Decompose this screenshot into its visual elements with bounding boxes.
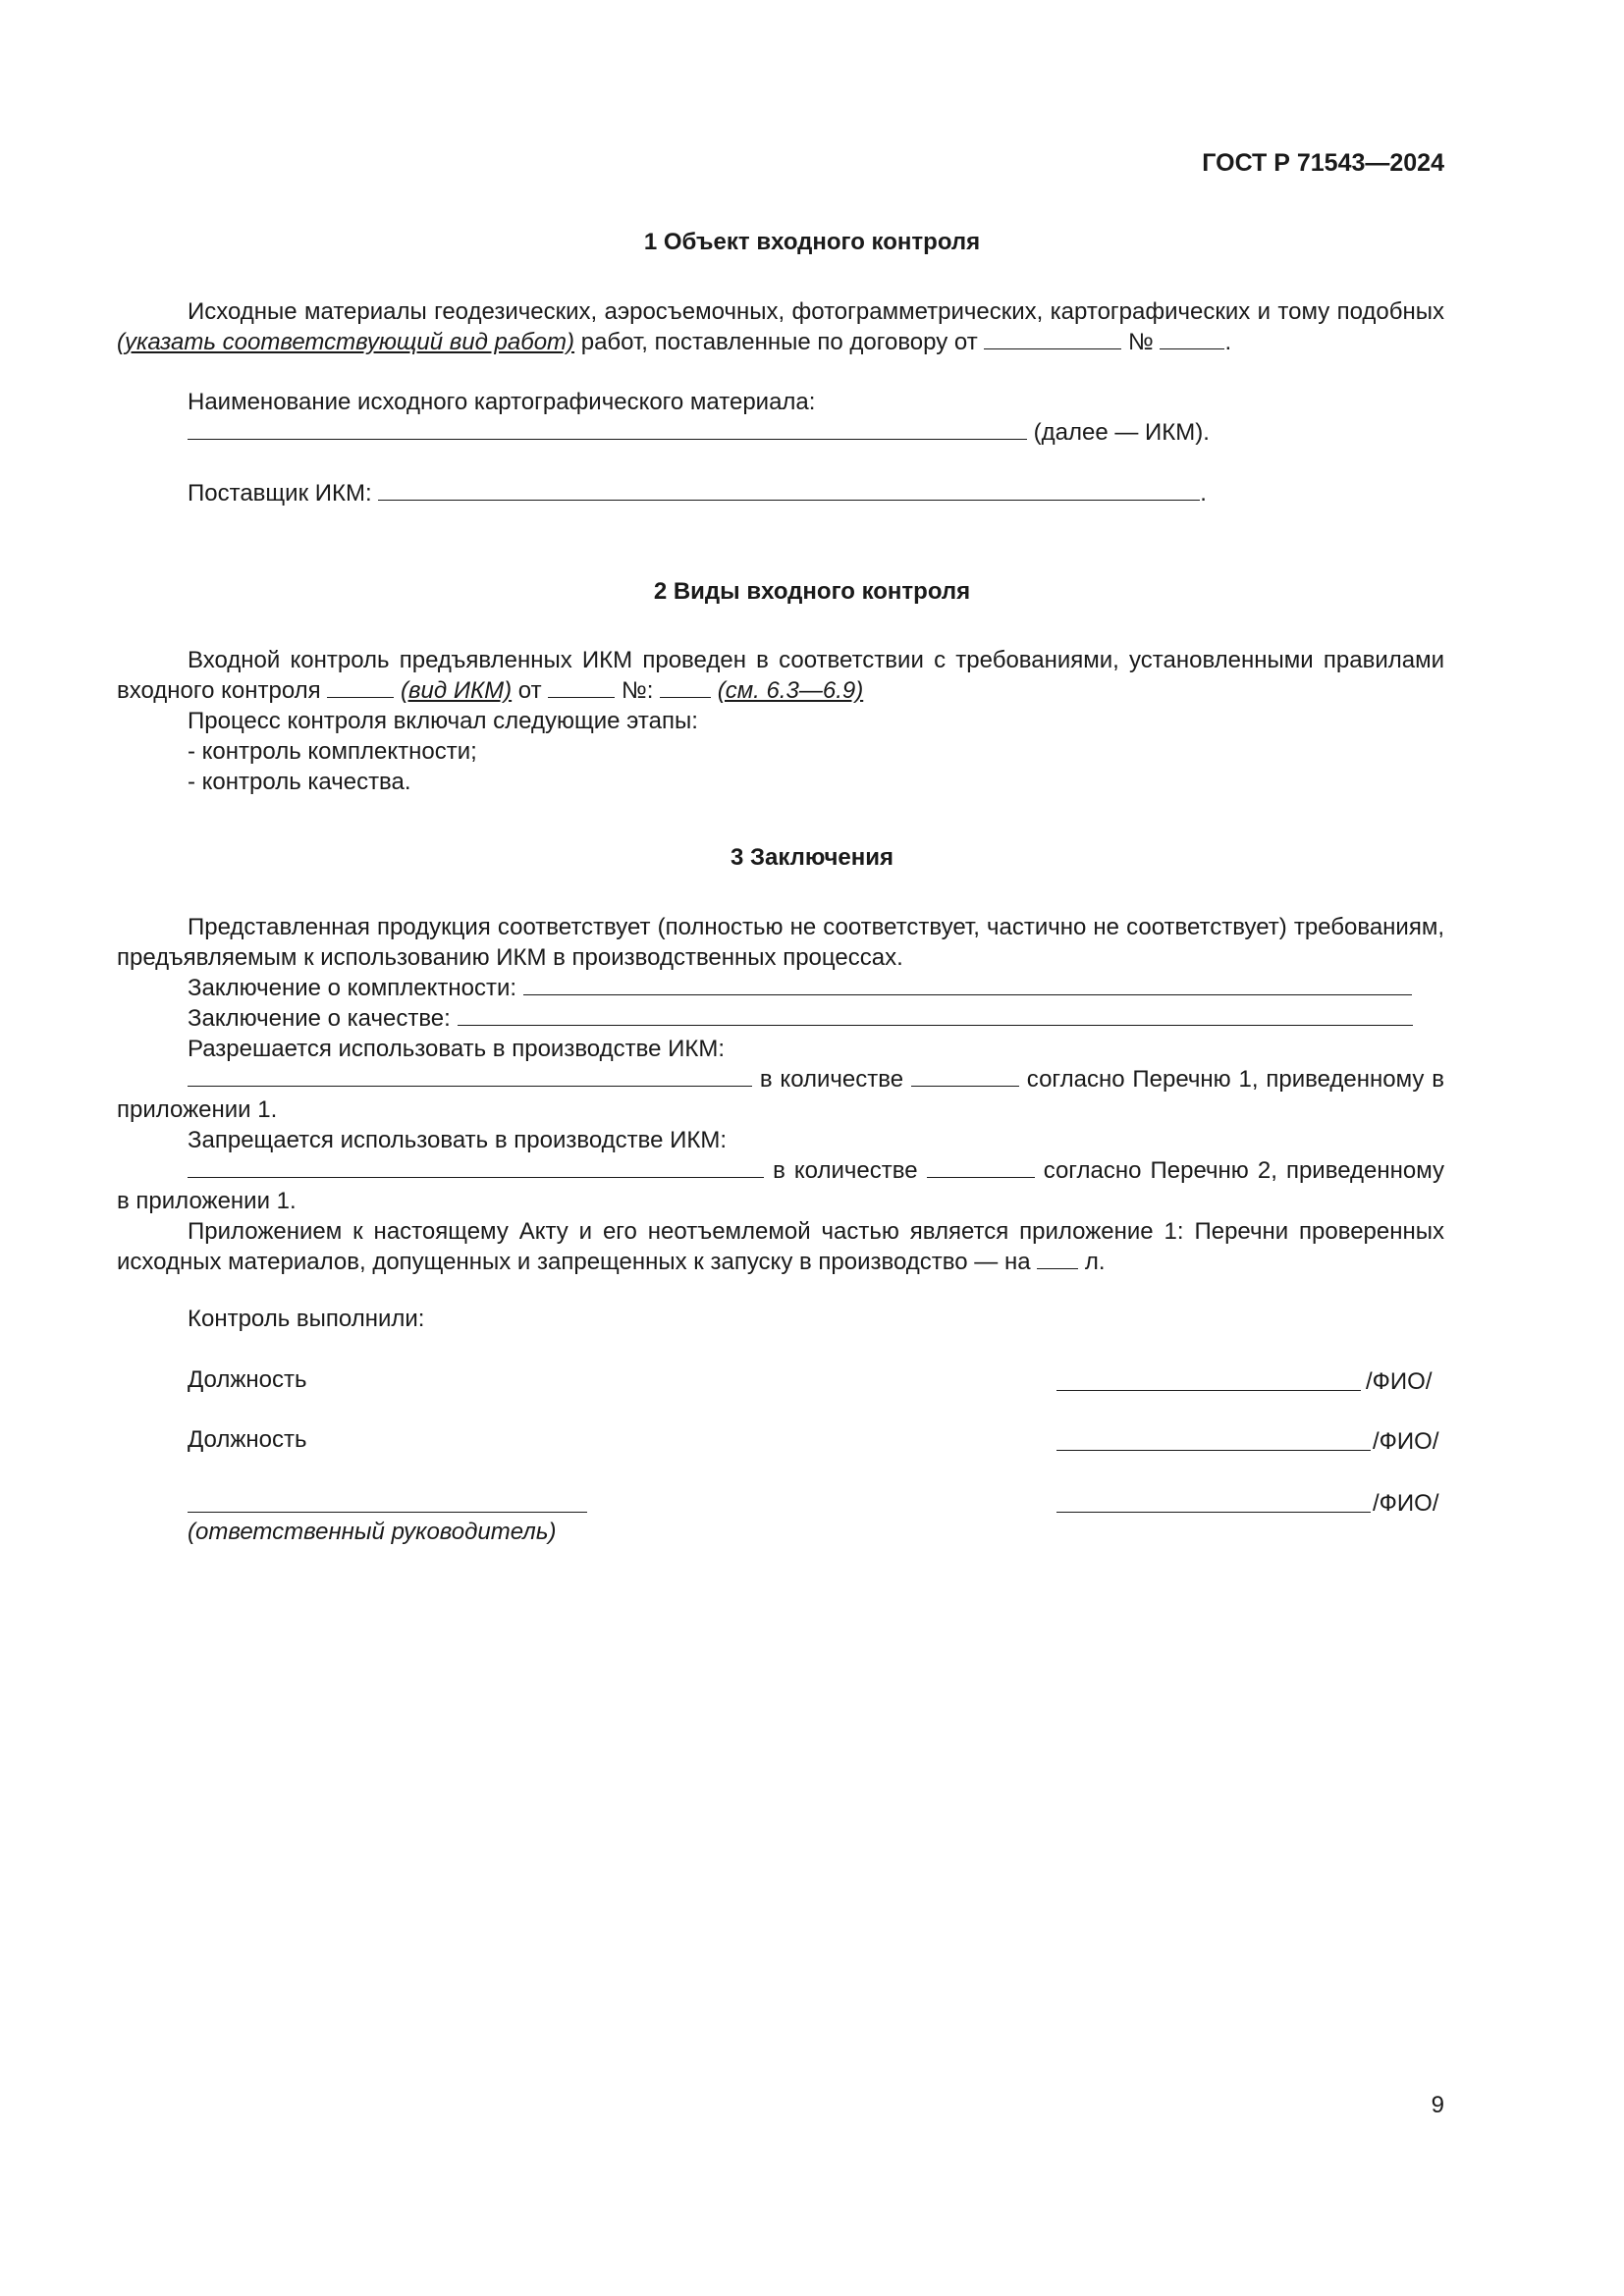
standard-number: ГОСТ Р 71543—2024 bbox=[1202, 149, 1444, 177]
stage-list-item: - контроль комплектности; bbox=[188, 738, 477, 765]
section-1-heading: 1 Объект входного контроля bbox=[643, 229, 981, 255]
position-label: Должность bbox=[188, 1426, 307, 1453]
supplier-row: Поставщик ИКМ: . bbox=[188, 480, 1207, 507]
process-intro: Процесс контроля включал следующие этапы: bbox=[188, 708, 698, 734]
material-name-row: (далее — ИКМ). bbox=[188, 417, 1210, 448]
denied-paragraph: в количестве согласно Перечню 2, приведенному в приложении 1. bbox=[117, 1157, 1444, 1214]
page-number: 9 bbox=[1431, 2092, 1444, 2118]
allowed-label: Разрешается использовать в производстве ИКМ: bbox=[188, 1036, 726, 1062]
supplier-field[interactable] bbox=[378, 480, 1200, 501]
allowed-quantity-field[interactable] bbox=[911, 1066, 1019, 1087]
fio-label: /ФИО/ bbox=[1373, 1490, 1439, 1517]
allowed-ikm-field[interactable] bbox=[188, 1066, 752, 1087]
signatures-title: Контроль выполнили: bbox=[188, 1306, 425, 1332]
appendix-paragraph: Приложением к настоящему Акту и его неотъемлемой частью является приложение 1: Перечни проверенных исходных материалов, допущенных и запрещенных к запуску в производство — на л. bbox=[117, 1218, 1444, 1275]
quality-field[interactable] bbox=[458, 1005, 1413, 1026]
material-name-label: Наименование исходного картографического материала: bbox=[188, 389, 816, 415]
denied-label: Запрещается использовать в производстве ИКМ: bbox=[188, 1127, 728, 1153]
section-3-heading: 3 Заключения bbox=[730, 844, 894, 871]
denied-quantity-field[interactable] bbox=[927, 1157, 1035, 1178]
allowed-paragraph: в количестве согласно Перечню 1, приведенному в приложении 1. bbox=[117, 1066, 1444, 1123]
rules-ref-field[interactable] bbox=[327, 677, 394, 698]
rules-number-field[interactable] bbox=[660, 677, 711, 698]
contract-number-field[interactable] bbox=[1160, 329, 1224, 349]
section-2-heading: 2 Виды входного контроля bbox=[653, 578, 971, 605]
position-label: Должность bbox=[188, 1366, 307, 1393]
section-2-paragraph: Входной контроль предъявленных ИКМ проведен в соответствии с требованиями, установленными правилами входного контроля (вид ИКМ) от №: (см. 6.3—6.9) bbox=[117, 647, 1444, 704]
completeness-row: Заключение о комплектности: bbox=[188, 973, 1412, 1003]
section-3-paragraph: Представленная продукция соответствует (полностью не соответствует, частично не соответствует) требованиям, предъявляемым к использованию ИКМ в производственных процессах. bbox=[117, 914, 1444, 971]
signature-line[interactable] bbox=[1056, 1512, 1371, 1513]
fio-label: /ФИО/ bbox=[1366, 1368, 1433, 1395]
signature-line[interactable] bbox=[1056, 1390, 1361, 1391]
work-type-hint: (указать соответствующий вид работ) bbox=[117, 329, 575, 355]
rules-date-field[interactable] bbox=[548, 677, 615, 698]
section-1-paragraph: Исходные материалы геодезических, аэросъемочных, фотограмметрических, картографических и тому подобных (указать соответствующий вид работ) работ, поставленные по договору от № . bbox=[117, 298, 1444, 355]
head-caption: (ответственный руководитель) bbox=[188, 1519, 557, 1545]
completeness-field[interactable] bbox=[523, 975, 1412, 995]
quality-row: Заключение о качестве: bbox=[188, 1003, 1413, 1034]
head-position-line[interactable] bbox=[188, 1512, 587, 1513]
denied-ikm-field[interactable] bbox=[188, 1157, 764, 1178]
fio-label: /ФИО/ bbox=[1373, 1428, 1439, 1455]
signature-line[interactable] bbox=[1056, 1450, 1371, 1451]
appendix-pages-field[interactable] bbox=[1037, 1249, 1078, 1269]
material-name-field[interactable] bbox=[188, 419, 1027, 440]
stage-list-item: - контроль качества. bbox=[188, 769, 411, 795]
contract-date-field[interactable] bbox=[984, 329, 1121, 349]
